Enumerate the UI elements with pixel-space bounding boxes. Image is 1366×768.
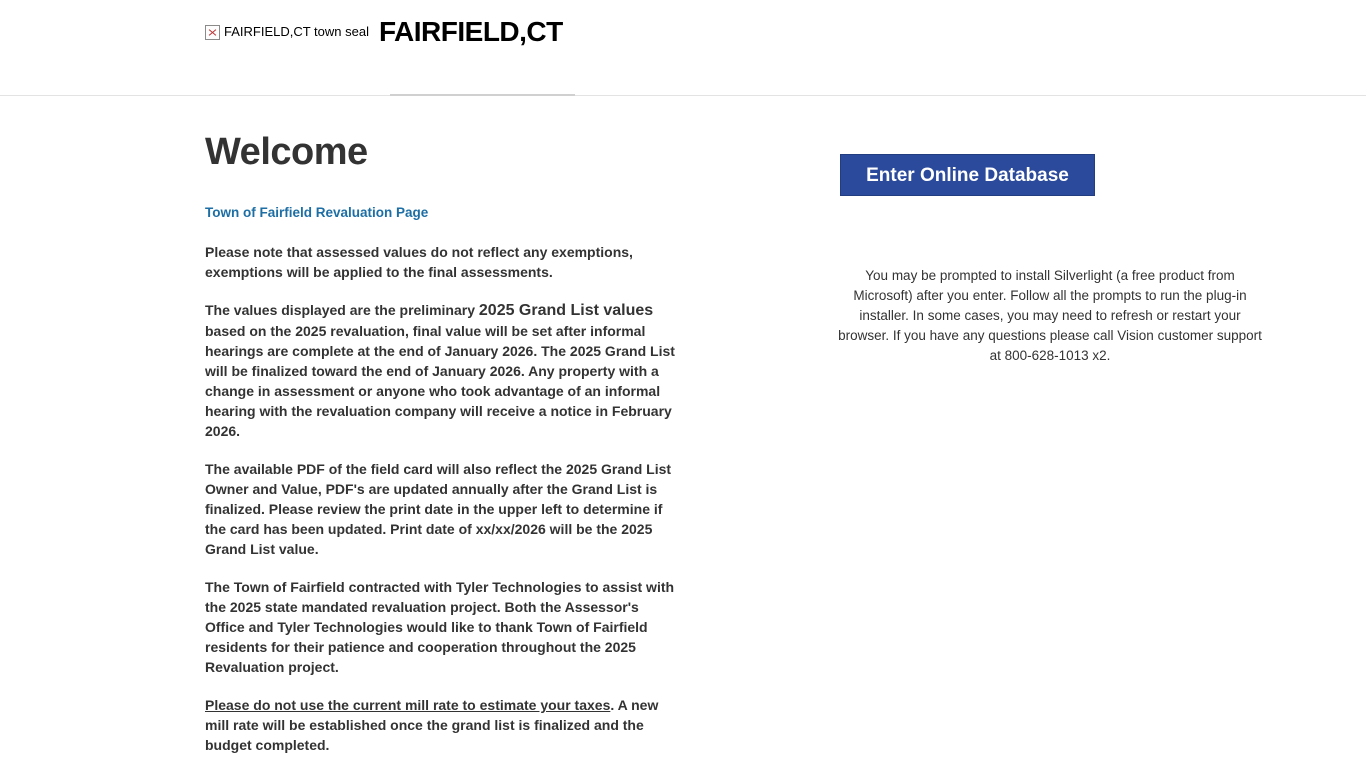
paragraph-exemptions: Please note that assessed values do not reflect any exemptions, exemptions will be applied to the final assessments.: [205, 243, 633, 280]
revaluation-page-link[interactable]: Town of Fairfield Revaluation Page: [205, 204, 429, 220]
page-title: Welcome: [205, 131, 368, 173]
enter-online-database-button[interactable]: Enter Online Database: [840, 154, 1095, 196]
silverlight-notice: You may be prompted to install Silverlight (a free product from Microsoft) after you enter. Follow all the prompts to run the plug-in installer. In some cases, you may need to refresh or restart your browser. If you have any questions please call Vision customer support at 800-628-1013 x2.: [838, 268, 1262, 363]
paragraph-tyler-technologies: The Town of Fairfield contracted with Tyler Technologies to assist with the 2025 state mandated revaluation project. Both the Assessor's Office and Tyler Technologies would like to thank Town of Fairfield residents for their patience and cooperation throughout the 2025 Revaluation project.: [205, 578, 675, 675]
town-seal-alt-text: FAIRFIELD,CT town seal: [224, 24, 369, 39]
site-header: [0, 0, 1366, 96]
paragraph-grand-list-emphasis: 2025 Grand List values: [478, 301, 654, 319]
main-content: [0, 96, 1366, 768]
paragraph-grand-list: [205, 300, 680, 441]
paragraph-grand-list-part2: based on the 2025 revaluation, final value will be set after informal hearings are complete at the end of January 2026. The 2025 Grand List will be finalized toward the end of January 2026. Any property with a change in assessment or anyone who took advantage of an informal hearing with the revaluation company will receive a notice in February 2026.: [205, 322, 675, 439]
header-inner: [0, 0, 1366, 46]
town-seal-broken-image: [205, 21, 369, 43]
site-title: FAIRFIELD,CT: [378, 16, 563, 47]
paragraph-mill-rate-rest: . A new mill rate will be established once the grand list is finalized and the budget completed.: [205, 696, 659, 753]
broken-image-icon: [205, 25, 220, 40]
paragraph-mill-rate-underlined: Please do not use the current mill rate to estimate your taxes: [205, 696, 611, 713]
paragraph-mill-rate: [205, 695, 680, 755]
paragraph-grand-list-part1: The values displayed are the preliminary: [205, 301, 479, 318]
paragraph-field-card: The available PDF of the field card will also reflect the 2025 Grand List Owner and Value, PDF's are updated annually after the Grand List is finalized. Please review the print date in the upper left to determine if the card has been updated. Print date of xx/xx/2026 will be the 2025 Grand List value.: [205, 460, 672, 557]
right-column: [685, 132, 1366, 768]
left-column: [205, 132, 685, 768]
